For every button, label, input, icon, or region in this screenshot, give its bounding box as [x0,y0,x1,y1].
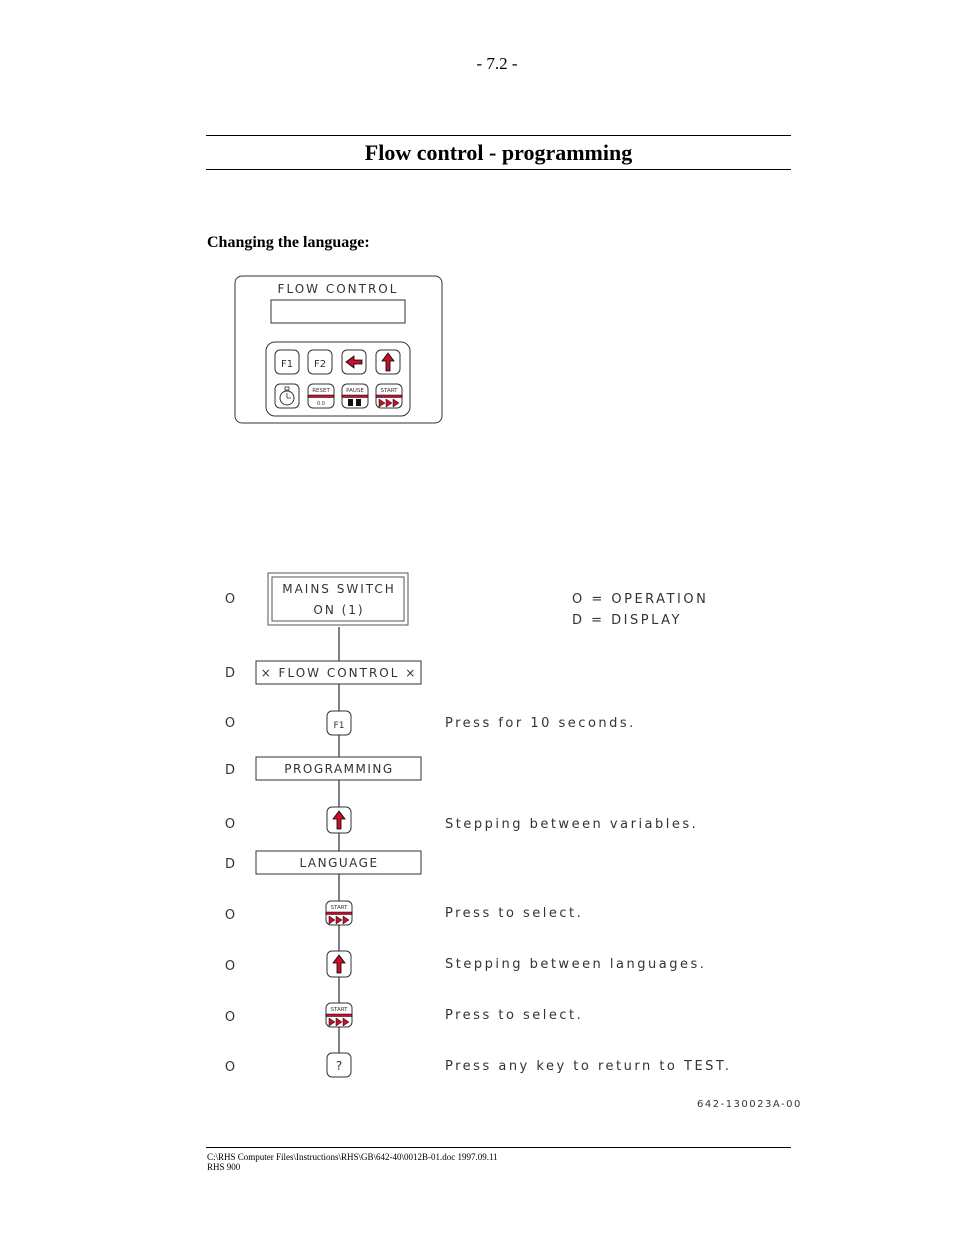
reset-key[interactable] [308,384,334,408]
step-start-key-2-label: START [330,1007,348,1013]
control-panel-illustration [234,275,444,425]
step-start-key-2 [326,1003,352,1027]
display-language-text: LANGUAGE [299,856,379,870]
display-programming-text: PROGRAMMING [284,762,394,776]
title-rule-bottom [206,169,791,170]
step-10-text: Press any key to return to TEST. [445,1059,732,1074]
footer-model: RHS 900 [207,1162,241,1172]
step-9-type: O [224,1010,236,1025]
step-f1-key [327,711,351,735]
step-7-text: Press to select. [445,906,584,921]
timer-key[interactable] [275,384,299,408]
f1-key-label: F1 [280,359,294,370]
step-6-type: D [224,857,236,872]
footer-rule [206,1147,791,1148]
legend-operation: O = OPERATION [572,592,709,607]
step-5-type: O [224,817,236,832]
procedure-flowchart [215,565,815,1090]
panel-label: FLOW CONTROL [277,282,399,296]
step-any-key [327,1053,351,1077]
drawing-code: 642-130023A-00 [697,1099,802,1110]
reset-key-label: RESET [312,388,330,394]
step-start-key [326,901,352,925]
step-10-type: O [224,1060,236,1075]
step-2-type: D [224,666,236,681]
f1-key[interactable] [275,350,299,374]
page-title: Flow control - programming [364,140,633,165]
step-1-type: O [224,592,236,607]
start-key[interactable] [376,384,402,408]
step-3-type: O [224,716,236,731]
f2-key[interactable] [308,350,332,374]
step-8-text: Stepping between languages. [445,957,707,972]
step-8-type: O [224,959,236,974]
pause-key[interactable] [342,384,368,408]
legend-display: D = DISPLAY [572,613,682,628]
step-5-text: Stepping between variables. [445,817,699,832]
step-f1-key-label: F1 [333,721,345,731]
f2-key-label: F2 [313,359,327,370]
mains-switch-box [268,573,408,625]
step-4-type: D [224,763,236,778]
step-start-key-label: START [330,905,348,911]
reset-key-sublabel: 0.0 [317,401,325,407]
mains-switch-line2: ON (1) [313,603,365,617]
up-arrow-key[interactable] [376,350,400,374]
page-number: - 7.2 - [476,54,518,73]
left-arrow-key[interactable] [342,350,366,374]
footer-file-path: C:\RHS Computer Files\Instructions\RHS\GB\642-40\0012B-01.doc 1997.09.11 [207,1152,498,1162]
title-rule-top [206,135,791,136]
panel-display [271,300,405,323]
step-any-key-label: ? [335,1059,343,1073]
step-up-arrow-key [327,807,351,833]
section-heading: Changing the language: [207,234,370,251]
display-flow-control-text: × FLOW CONTROL × [260,666,418,680]
step-9-text: Press to select. [445,1008,584,1023]
pause-key-label: PAUSE [346,388,364,394]
start-key-label: START [380,388,398,394]
step-3-text: Press for 10 seconds. [445,716,636,731]
step-7-type: O [224,908,236,923]
step-up-arrow-key-2 [327,951,351,977]
mains-switch-line1: MAINS SWITCH [282,582,396,596]
